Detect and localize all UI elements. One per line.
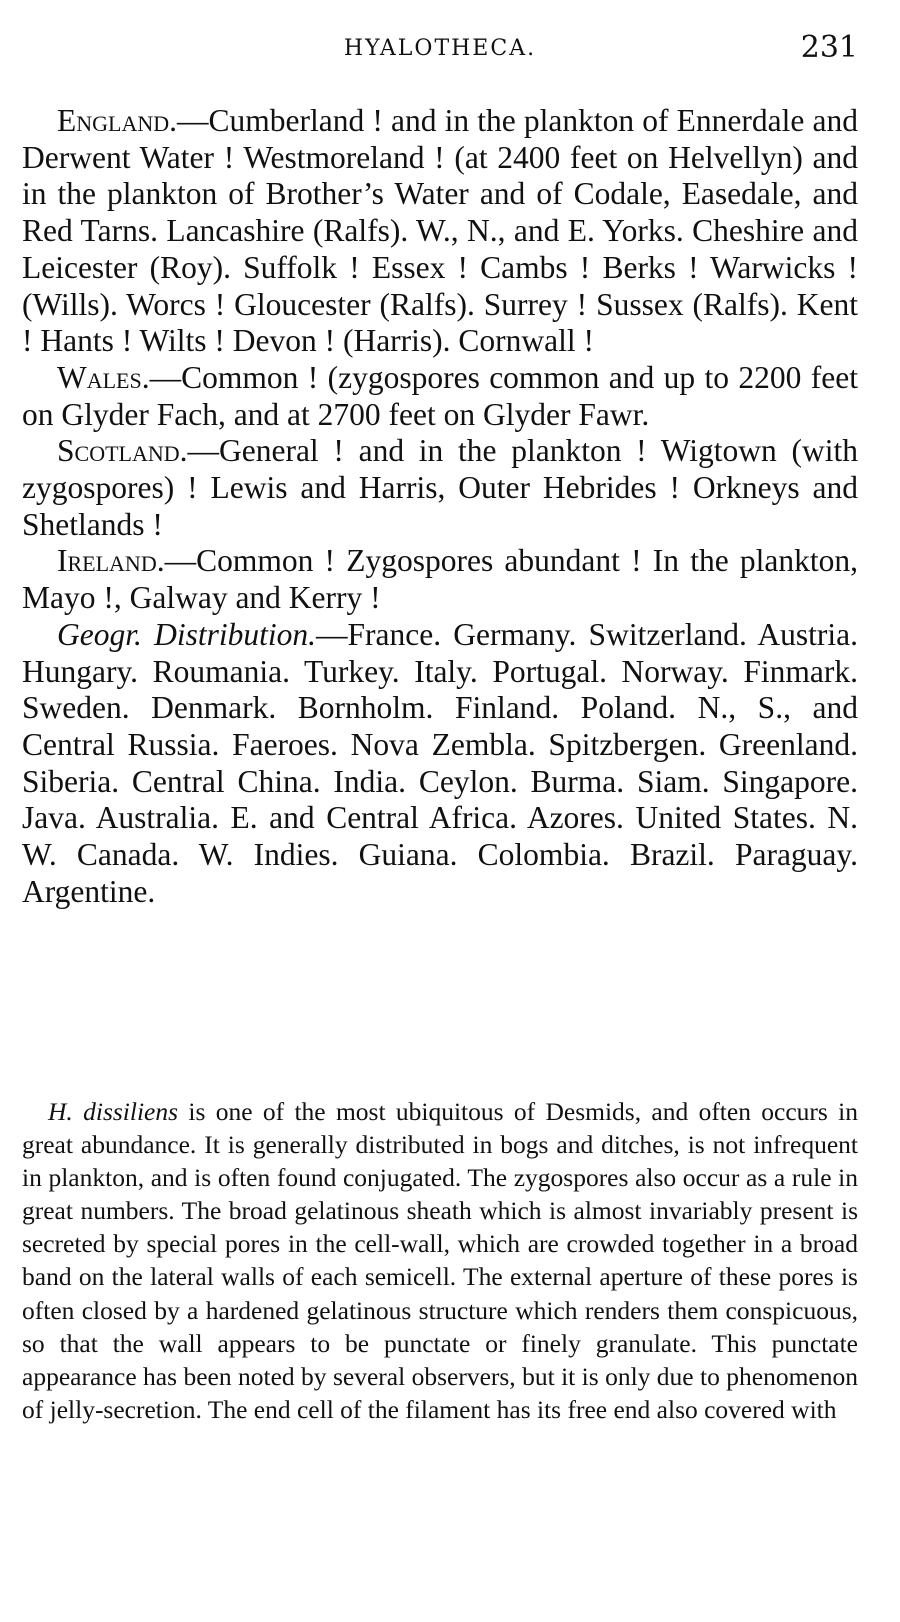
species-name: H. dissiliens	[48, 1097, 179, 1126]
region-text: Common ! Zygospores abundant ! In the plankton, Mayo !, Galway and Kerry !	[22, 543, 858, 616]
distribution-england: England.—Cumberland ! and in the plankton of Ennerdale and Derwent Water ! Westmoreland ! (at 2400 feet on Helvellyn) and in the plankton of Brother’s Water and of Codale, Easedale, and Red Tarns. Lancashire (Ralfs). W., N., and E. Yorks. Cheshire and Leicester (Roy). Suffolk ! Essex ! Cambs ! Berks ! Warwicks ! (Wills). Worcs ! Gloucester (Ralfs). Surrey ! Sussex (Ralfs). Kent ! Hants ! Wilts ! Devon ! (Harris). Cornwall !	[22, 103, 858, 359]
region-text: Cumberland ! and in the plankton of Ennerdale and Derwent Water ! Westmoreland ! (at 2400 feet on Helvellyn) and in the plankton of Brother’s Water and of Codale, Easedale, and Red Tarns. Lancashire (Ralfs). W., N., and E. Yorks. Cheshire and Leicester (Roy). Suffolk ! Essex ! Cambs ! Berks ! Warwicks ! (Wills). Worcs ! Gloucester (Ralfs). Surrey ! Sussex (Ralfs). Kent ! Hants ! Wilts ! Devon ! (Harris). Cornwall !	[22, 103, 858, 359]
distribution-ireland: Ireland.—Common ! Zygospores abundant ! In the plankton, Mayo !, Galway and Kerry !	[22, 543, 858, 616]
running-head	[22, 30, 858, 76]
region-label: Scotland.	[57, 433, 188, 469]
page-number: 231	[800, 30, 858, 65]
region-label: England.	[57, 103, 177, 138]
body-paragraph	[22, 1095, 858, 1426]
distribution-section	[22, 103, 858, 910]
distribution-geographic: Geogr. Distribution.—France. Germany. Switzerland. Austria. Hungary. Roumania. Turkey. Italy. Portugal. Norway. Finmark. Sweden. Denmark. Bornholm. Finland. Poland. N., S., and Central Russia. Faeroes. Nova Zembla. Spitzbergen. Greenland. Siberia. Central China. India. Ceylon. Burma. Siam. Singapore. Java. Australia. E. and Central Africa. Azores. United States. N. W. Canada. W. Indies. Guiana. Colombia. Brazil. Paraguay. Argentine.	[22, 616, 858, 909]
region-label: Geogr. Distribution.	[57, 616, 316, 652]
body-text: is one of the most ubiquitous of Desmids, and often occurs in great abundance. It is generally distributed in bogs and ditches, is not infrequent in plankton, and is often found conjugated. The zygospores also occur as a rule in great numbers. The broad gelatinous sheath which is almost invariably present is secreted by special pores in the cell-wall, which are crowded together in a broad band on the lateral walls of each semicell. The external aperture of these pores is often closed by a hardened gelatinous structure which renders them conspicuous, so that the wall appears to be punctate or finely granulate. This punctate appearance has been noted by several observers, but it is only due to phenomenon of jelly-secretion. The end cell of the filament has its free end also covered with	[22, 1097, 859, 1424]
region-text: Common ! (zygospores common and up to 2200 feet on Glyder Fach, and at 2700 feet on Glyder Fawr.	[22, 359, 858, 432]
distribution-wales: Wales.—Common ! (zygospores common and up to 2200 feet on Glyder Fach, and at 2700 feet on Glyder Fawr.	[22, 359, 858, 432]
region-text: France. Germany. Switzerland. Austria. Hungary. Roumania. Turkey. Italy. Portugal. Norway. Finmark. Sweden. Denmark. Bornholm. Finland. Poland. N., S., and Central Russia. Faeroes. Nova Zembla. Spitzbergen. Greenland. Siberia. Central China. India. Ceylon. Burma. Siam. Singapore. Java. Australia. E. and Central Africa. Azores. United States. N. W. Canada. W. Indies. Guiana. Colombia. Brazil. Paraguay. Argentine.	[22, 616, 858, 909]
region-text: General ! and in the plankton ! Wigtown (with zygospores) ! Lewis and Harris, Outer Hebrides ! Orkneys and Shetlands !	[22, 433, 858, 542]
region-label: Wales.	[57, 359, 150, 395]
running-title: HYALOTHECA.	[343, 36, 537, 61]
region-label: Ireland.	[57, 543, 165, 579]
distribution-scotland: Scotland.—General ! and in the plankton ! Wigtown (with zygospores) ! Lewis and Harris, Outer Hebrides ! Orkneys and Shetlands !	[22, 433, 858, 542]
body-section	[22, 1095, 858, 1426]
